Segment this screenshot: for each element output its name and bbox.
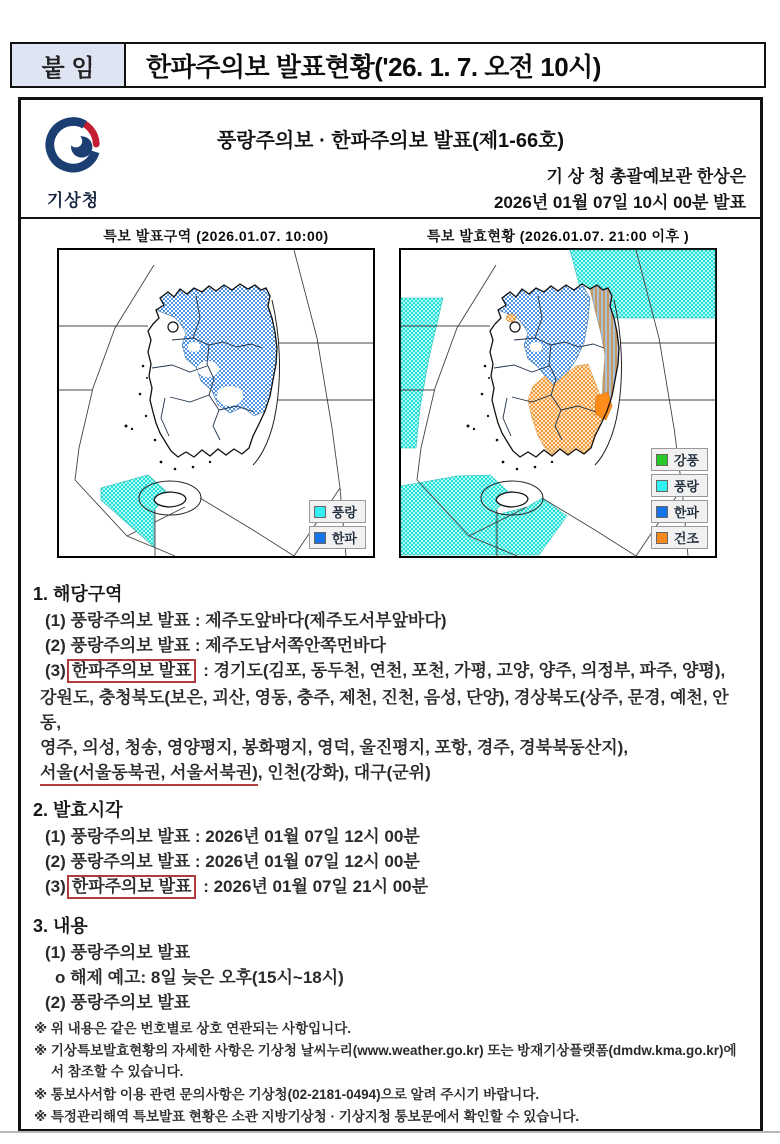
coldwave-annotation-box: 한파주의보 발표 <box>67 659 197 683</box>
windwave-swatch-icon <box>656 480 668 492</box>
right-map-title: 특보 발효현황 (2026.01.07. 21:00 이후 ) <box>426 228 690 244</box>
item-number: (3) <box>45 877 66 896</box>
right-map-legend <box>651 448 708 549</box>
item-text: : 경기도(김포, 동두천, 연천, 포천, 가평, 고양, 양주, 의정부, 파주, 양평), <box>203 661 726 680</box>
item-number: (3) <box>45 661 66 680</box>
legend-label: 건조 <box>673 531 699 546</box>
footnote-marker: ※ <box>34 1109 48 1124</box>
coldwave-swatch-icon <box>314 532 326 544</box>
item-text: 풍랑주의보 발표 <box>70 943 191 962</box>
footnote-text: 특정관리해역 특보발표 현황은 소관 지방기상청 · 기상지청 통보문에서 확인할 수 있습니다. <box>50 1109 580 1124</box>
bulletin-issued-datetime: 2026년 01월 07일 10시 00분 발표 <box>493 193 746 212</box>
legend-label: 강풍 <box>673 453 699 468</box>
item-number: (2) <box>45 852 66 871</box>
item-text: 풍랑주의보 발표 : 2026년 01월 07일 12시 00분 <box>70 852 420 871</box>
page-bottom-rule <box>0 1131 780 1133</box>
area-item-3-cont-3: 영주, 의성, 청송, 영양평지, 봉화평지, 영덕, 울진평지, 포항, 경주, 경북북동산지), <box>40 738 629 757</box>
section-area-heading: 1. 해당구역 <box>33 584 123 604</box>
item-text: 풍랑주의보 발표 <box>70 993 191 1012</box>
footnote-marker: ※ <box>34 1021 48 1036</box>
item-number: (2) <box>45 993 66 1012</box>
coldwave-annotation-box: 한파주의보 발표 <box>67 875 197 899</box>
time-item-3 <box>45 872 428 899</box>
area-item-3-cont-2: 동, <box>40 713 62 732</box>
area-item-1 <box>45 606 447 631</box>
legend-item-coldwave <box>309 526 366 549</box>
footnote-2 <box>34 1040 748 1082</box>
bulletin-title: 풍랑주의보 · 한파주의보 발표(제1-66호) <box>216 130 565 152</box>
coldwave-swatch-icon <box>656 506 668 518</box>
footnote-text: 위 내용은 같은 번호별로 상호 연관되는 사항입니다. <box>50 1021 352 1036</box>
windwave-swatch-icon <box>314 506 326 518</box>
footnote-3 <box>34 1084 748 1105</box>
footnote-1 <box>34 1018 748 1039</box>
footnote-text: 기상특보발효현황의 자세한 사항은 기상청 날씨누리(www.weather.go.kr) 또는 방재기상플랫폼(dmdw.kma.go.kr)에서 참조할 수 있습니다. <box>50 1043 737 1079</box>
legend-label: 풍랑 <box>331 505 357 520</box>
left-map-title: 특보 발표구역 (2026.01.07. 10:00) <box>103 228 329 244</box>
item-text: 풍랑주의보 발표 : 제주도남서쪽안쪽먼바다 <box>70 636 386 655</box>
footnote-marker: ※ <box>34 1043 48 1058</box>
content-item-2 <box>45 988 190 1013</box>
legend-item-windwave <box>309 500 366 523</box>
content-sub-item: o 해제 예고: 8일 늦은 오후(15시~18시) <box>55 968 344 987</box>
content-item-1 <box>45 938 190 963</box>
bulletin-box <box>18 97 763 1132</box>
area-item-3-cont-1: 강원도, 충청북도(보은, 괴산, 영동, 충주, 제천, 진천, 음성, 단양), 경상북도(상주, 문경, 예천, 안 <box>40 688 729 707</box>
legend-label: 풍랑 <box>673 479 699 494</box>
item-number: (1) <box>45 611 66 630</box>
legend-item-coldwave <box>651 500 708 523</box>
time-item-1 <box>45 822 420 847</box>
left-map-legend <box>309 500 366 549</box>
section-time-heading: 2. 발효시각 <box>33 800 123 820</box>
time-item-2 <box>45 847 420 872</box>
item-text: : 2026년 01월 07일 21시 00분 <box>203 877 429 896</box>
item-number: (2) <box>45 636 66 655</box>
agency-name: 기상청 <box>46 191 100 210</box>
area-item-2 <box>45 631 386 656</box>
legend-label: 한파 <box>673 505 699 520</box>
strongwind-swatch-icon <box>656 454 668 466</box>
warning-effective-map <box>399 248 717 558</box>
bulletin-issuer: 기 상 청 총괄예보관 한상은 <box>546 167 746 186</box>
area-item-3 <box>45 656 725 683</box>
footnote-4 <box>34 1106 748 1127</box>
dry-swatch-icon <box>656 532 668 544</box>
legend-item-strongwind <box>651 448 708 471</box>
attachment-header <box>10 42 766 88</box>
item-text: , 인천(강화), 대구(군위) <box>257 763 431 782</box>
item-number: (1) <box>45 827 66 846</box>
section-content-heading: 3. 내용 <box>33 916 88 936</box>
warning-issue-map <box>57 248 375 558</box>
legend-label: 한파 <box>331 531 357 546</box>
item-number: (1) <box>45 943 66 962</box>
header-divider <box>21 217 760 219</box>
area-item-3-cont-4 <box>40 758 431 783</box>
item-text: 풍랑주의보 발표 : 2026년 01월 07일 12시 00분 <box>70 827 420 846</box>
seoul-annotation-underline: 서울(서울동북권, 서울서북권) <box>40 763 258 786</box>
legend-item-dry <box>651 526 708 549</box>
legend-item-windwave <box>651 474 708 497</box>
page-title: 한파주의보 발표현황('26. 1. 7. 오전 10시) <box>146 51 601 82</box>
footnote-text: 통보사서함 이용 관련 문의사항은 기상청(02-2181-0494)으로 알려 주시기 바랍니다. <box>50 1087 540 1102</box>
attachment-tag: 붙 임 <box>12 44 126 86</box>
footnote-marker: ※ <box>34 1087 48 1102</box>
item-text: 풍랑주의보 발표 : 제주도앞바다(제주도서부앞바다) <box>70 611 447 630</box>
